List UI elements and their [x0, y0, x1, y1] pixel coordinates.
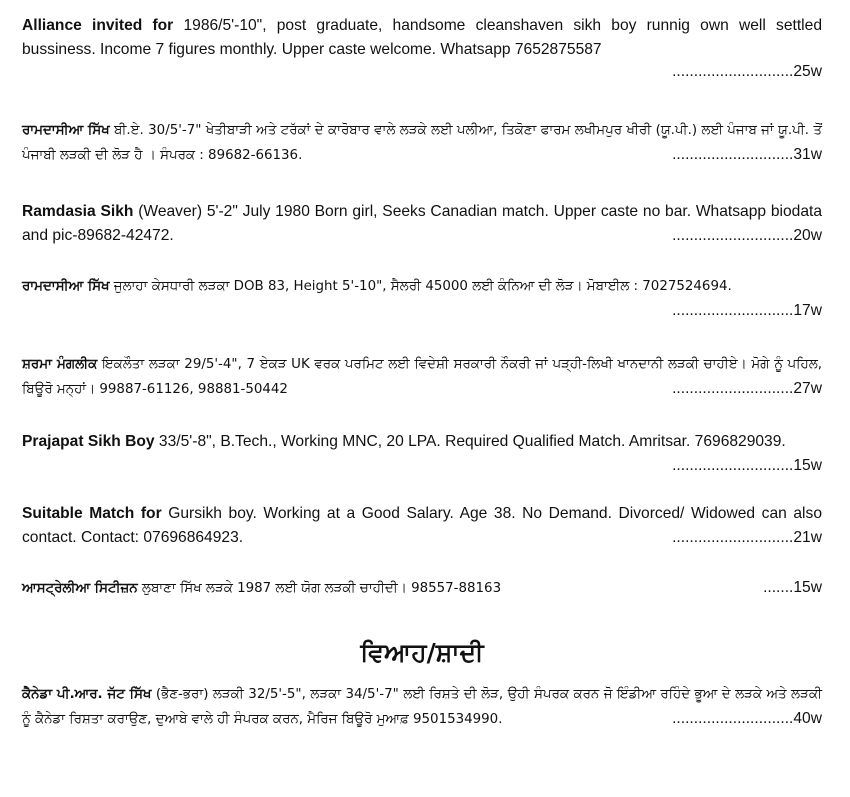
ad-text: ਇਕਲੌਤਾ ਲੜਕਾ 29/5'-4", 7 ਏਕੜ UK ਵਰਕ ਪਰਮਿਟ ਲਈ ਵਿਦੇਸ਼ੀ ਸਰਕਾਰੀ ਨੌਕਰੀ ਜਾਂ ਪੜ੍ਹੀ-ਲਿਖੀ ਖਾਨਦਾਨੀ ਲੜਕੀ ਚਾਹੀਏ। ਮੋਗੇ ਨੂੰ ਪਹਿਲ, ਬਿਊਰੋ ਮਨ੍ਹਾਂ। 99887-61126, 98881-50442 [22, 357, 823, 397]
ad-body [22, 200, 822, 248]
ad-lead: Suitable Match for [22, 505, 162, 522]
ad-text: 1986/5'-10", post graduate, handsome cleanshaven sikh boy runnig own well settled bussiness. Income 7 figures monthly. Upper caste welcome. Whatsapp 7652875587 [22, 17, 822, 58]
ad-text: ਲੁਬਾਣਾ ਸਿੱਖ ਲੜਕੇ 1987 ਲਈ ਯੋਗ ਲੜਕੀ ਚਾਹੀਦੀ। 98557-88163 [137, 581, 502, 596]
classified-ad [22, 274, 822, 336]
ad-price: ............................25w [672, 63, 822, 80]
ad-lead: Ramdasia Sikh [22, 203, 134, 220]
ad-body [22, 430, 822, 474]
ad-text: ਬੀ.ਏ. 30/5'-7" ਖੇਤੀਬਾੜੀ ਅਤੇ ਟਰੱਕਾਂ ਦੇ ਕਾਰੋਬਾਰ ਵਾਲੇ ਲੜਕੇ ਲਈ ਪਲੀਆ, ਤਿਕੋਣਾ ਫਾਰਮ ਲਖੀਮਪੁਰ ਖੀਰੀ (ਯੂ.ਪੀ.) ਲਈ ਪੰਜਾਬ ਜਾਂ ਯੂ.ਪੀ. ਤੋਂ ਪੰਜਾਬੀ ਲੜਕੀ ਦੀ ਲੋੜ ਹੈ । ਸੰਪਰਕ : 89682-66136. [22, 123, 822, 163]
ad-lead: ਕੈਨੇਡਾ ਪੀ.ਆਰ. ਜੱਟ ਸਿੱਖ [22, 687, 152, 702]
ad-price: ............................17w [672, 302, 822, 319]
classified-ad [22, 14, 822, 102]
ad-body [22, 682, 822, 732]
ad-price: ............................15w [672, 457, 822, 474]
ad-price: ............................20w [672, 227, 822, 244]
ad-body [22, 14, 822, 62]
classified-ad [22, 502, 822, 564]
ad-text: Gursikh boy. Working at a Good Salary. Age 38. No Demand. Divorced/ Widowed can also contact. Contact: 07696864923. [22, 505, 822, 546]
section-heading: ਵਿਆਹ/ਸ਼ਾਦੀ [360, 638, 484, 667]
ad-body [22, 576, 822, 601]
classified-ad [22, 200, 822, 260]
classified-ad [22, 352, 822, 416]
ad-lead: ਸ਼ਰਮਾ ਮੰਗਲੀਕ [22, 357, 98, 372]
ad-body [22, 352, 822, 402]
ad-lead: ਰਾਮਦਾਸੀਆ ਸਿੱਖ [22, 279, 110, 294]
ad-lead: Alliance invited for [22, 17, 174, 34]
ad-text: (Weaver) 5'-2" July 1980 Born girl, Seeks Canadian match. Upper caste no bar. Whatsapp biodata and pic-89682-42472. [22, 203, 822, 244]
classifieds-page [22, 14, 822, 732]
classified-ad [22, 682, 822, 732]
ad-text: (ਭੈਣ-ਭਰਾ) ਲੜਕੀ 32/5'-5", ਲੜਕਾ 34/5'-7" ਲਈ ਰਿਸ਼ਤੇ ਦੀ ਲੋੜ, ਉਹੀ ਸੰਪਰਕ ਕਰਨ ਜੋ ਇੰਡੀਆ ਰਹਿੰਦੇ ਭੂਆ ਦੇ ਲੜਕੇ ਅਤੇ ਲੜਕੀ ਨੂੰ ਕੈਨੇਡਾ ਰਿਸ਼ਤਾ ਕਰਾਉਣ, ਦੁਆਬੇ ਵਾਲੇ ਹੀ ਸੰਪਰਕ ਕਰਨ, ਮੈਰਿਜ ਬਿਊਰੋ ਮੁਆਫ਼ 9501534990. [22, 687, 822, 727]
classified-ad [22, 576, 822, 616]
ad-body [22, 118, 822, 168]
classified-ad [22, 430, 822, 492]
ad-price: ............................21w [672, 529, 822, 546]
ad-price: ............................31w [672, 146, 822, 163]
ad-price: ............................40w [672, 710, 822, 727]
ad-lead: ਆਸਟ੍ਰੇਲੀਆ ਸਿਟੀਜ਼ਨ [22, 581, 138, 596]
ad-text: 33/5'-8", B.Tech., Working MNC, 20 LPA. Required Qualified Match. Amritsar. 7696829039. [154, 433, 786, 450]
ad-price: ............................27w [672, 380, 822, 397]
classified-ad [22, 118, 822, 200]
ad-lead: Prajapat Sikh Boy [22, 433, 155, 450]
ad-body [22, 274, 822, 319]
ad-text: ਜੁਲਾਹਾ ਕੇਸਧਾਰੀ ਲੜਕਾ DOB 83, Height 5'-10", ਸੈਲਰੀ 45000 ਲਈ ਕੰਨਿਆ ਦੀ ਲੋੜ। ਮੋਬਾਈਲ : 7027524694. [109, 279, 732, 294]
ad-lead: ਰਾਮਦਾਸੀਆ ਸਿੱਖ [22, 123, 110, 138]
ad-body [22, 502, 822, 550]
ad-price: .......15w [763, 579, 822, 596]
